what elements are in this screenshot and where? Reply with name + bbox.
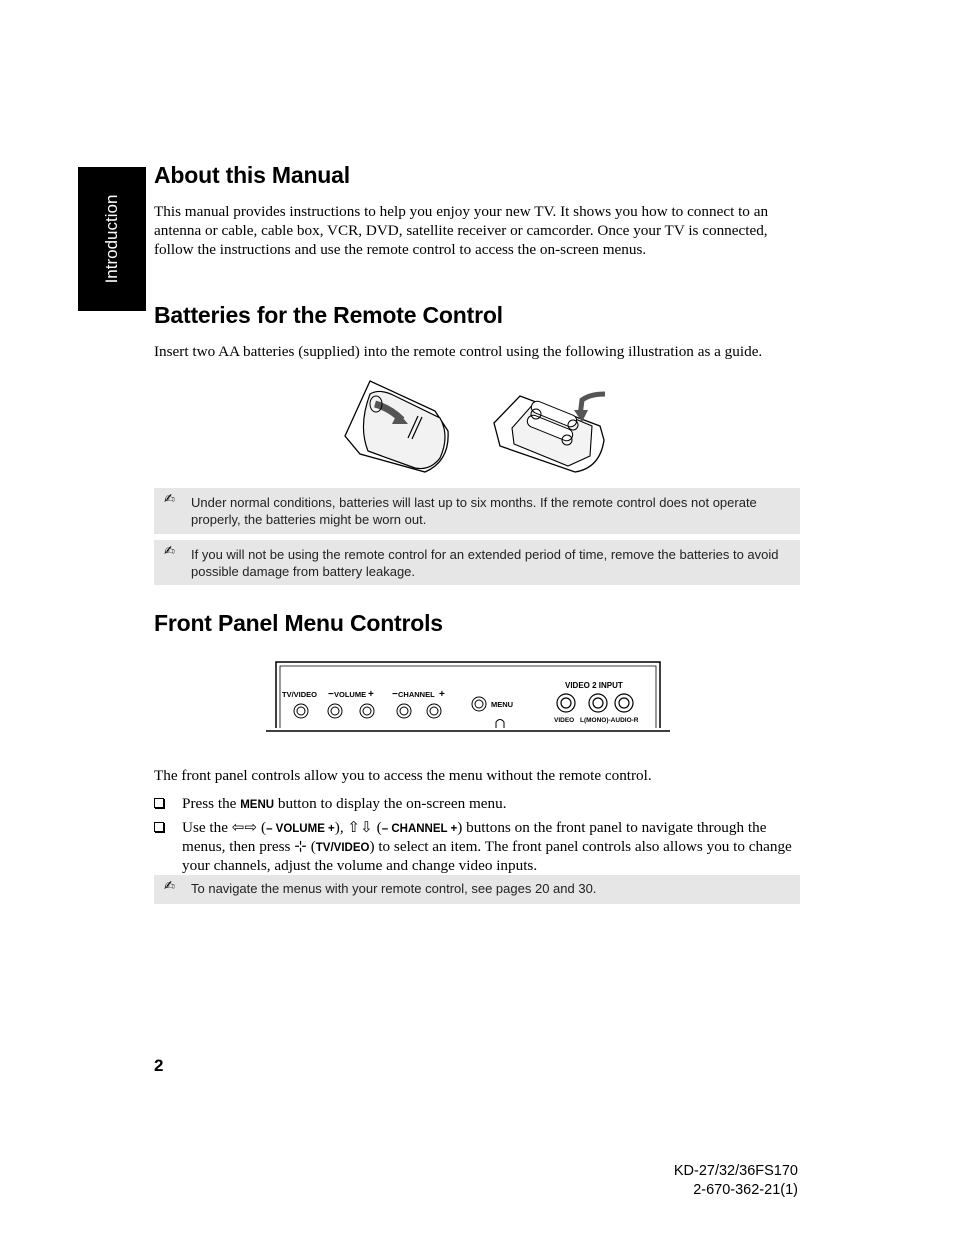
about-title: About this Manual <box>154 162 350 188</box>
panel-volume-label: VOLUME <box>334 690 367 699</box>
step-text: button to display the on-screen menu. <box>277 795 507 812</box>
part-number: 2-670-362-21(1) <box>693 1182 798 1198</box>
note-pen-icon: ✍ <box>164 492 175 507</box>
keyword-volume: – VOLUME + <box>266 823 335 835</box>
note-pen-icon: ✍ <box>164 879 175 894</box>
checkbox-bullet-icon <box>154 822 164 832</box>
keyword-menu: MENU <box>240 799 275 811</box>
step-text: Press the <box>182 795 237 812</box>
volume-plus-mark: + <box>368 689 374 700</box>
panel-channel-label: CHANNEL <box>398 690 435 699</box>
note-text: Under normal conditions, batteries will last up to six months. If the remote control does not operate properly, the batteries might be worn out. <box>191 495 757 527</box>
side-tab <box>78 167 146 311</box>
checkbox-bullet-icon <box>154 798 164 808</box>
note-text: To navigate the menus with your remote control, see pages 20 and 30. <box>191 881 597 896</box>
channel-minus-mark: − <box>392 689 398 700</box>
model-info <box>674 1162 798 1200</box>
note-battery-removal <box>154 540 800 585</box>
step-text: ) to select an item. The front panel controls also allows you to change your channels, adjust the volume and change video inputs. <box>182 838 792 874</box>
side-tab-label: Introduction <box>102 194 121 284</box>
front-panel-title: Front Panel Menu Controls <box>154 610 443 636</box>
page-number: 2 <box>154 1056 164 1075</box>
batteries-body: Insert two AA batteries (supplied) into the remote control using the following illustration as a guide. <box>154 343 763 360</box>
panel-video2-label: VIDEO 2 INPUT <box>565 681 623 690</box>
front-panel-steps <box>154 795 804 879</box>
model-number: KD-27/32/36FS170 <box>673 1163 798 1179</box>
step-text: Use the ⇦⇨ ( <box>182 819 267 836</box>
step-text: ) buttons on the front panel to navigate through the menus, then press ⊹ ( <box>182 819 767 855</box>
note-text: If you will not be using the remote control for an extended period of time, remove the batteries to avoid possible damage from battery leakage. <box>191 547 779 579</box>
step-navigate <box>154 819 804 874</box>
remote-battery-illustration <box>490 388 610 478</box>
note-remote-navigation <box>154 875 800 904</box>
remote-cover-illustration <box>340 376 460 478</box>
keyword-channel: – CHANNEL + <box>381 823 458 835</box>
step-text: ), ⇧⇩ ( <box>334 819 382 836</box>
panel-jack-audio-label: L(MONO)-AUDIO-R <box>580 717 639 724</box>
panel-tv-video-label: TV/VIDEO <box>282 690 318 699</box>
front-panel-body: The front panel controls allow you to access the menu without the remote control. <box>154 767 652 784</box>
channel-plus-mark: + <box>439 689 445 700</box>
front-panel-illustration <box>264 660 672 734</box>
volume-minus-mark: − <box>328 689 334 700</box>
about-body: This manual provides instructions to help you enjoy your new TV. It shows you how to connect to an antenna or cable, cable box, VCR, DVD, satellite receiver or camcorder. Once your TV is connected, follow the instructions and use the remote control to access the on-screen menus. <box>154 203 769 258</box>
keyword-tv-video: TV/VIDEO <box>315 842 370 854</box>
step-menu <box>154 795 804 814</box>
panel-menu-label: MENU <box>491 700 514 709</box>
note-pen-icon: ✍ <box>164 544 175 559</box>
batteries-title: Batteries for the Remote Control <box>154 302 503 328</box>
note-battery-life <box>154 488 800 534</box>
panel-jack-video-label: VIDEO <box>554 717 575 724</box>
